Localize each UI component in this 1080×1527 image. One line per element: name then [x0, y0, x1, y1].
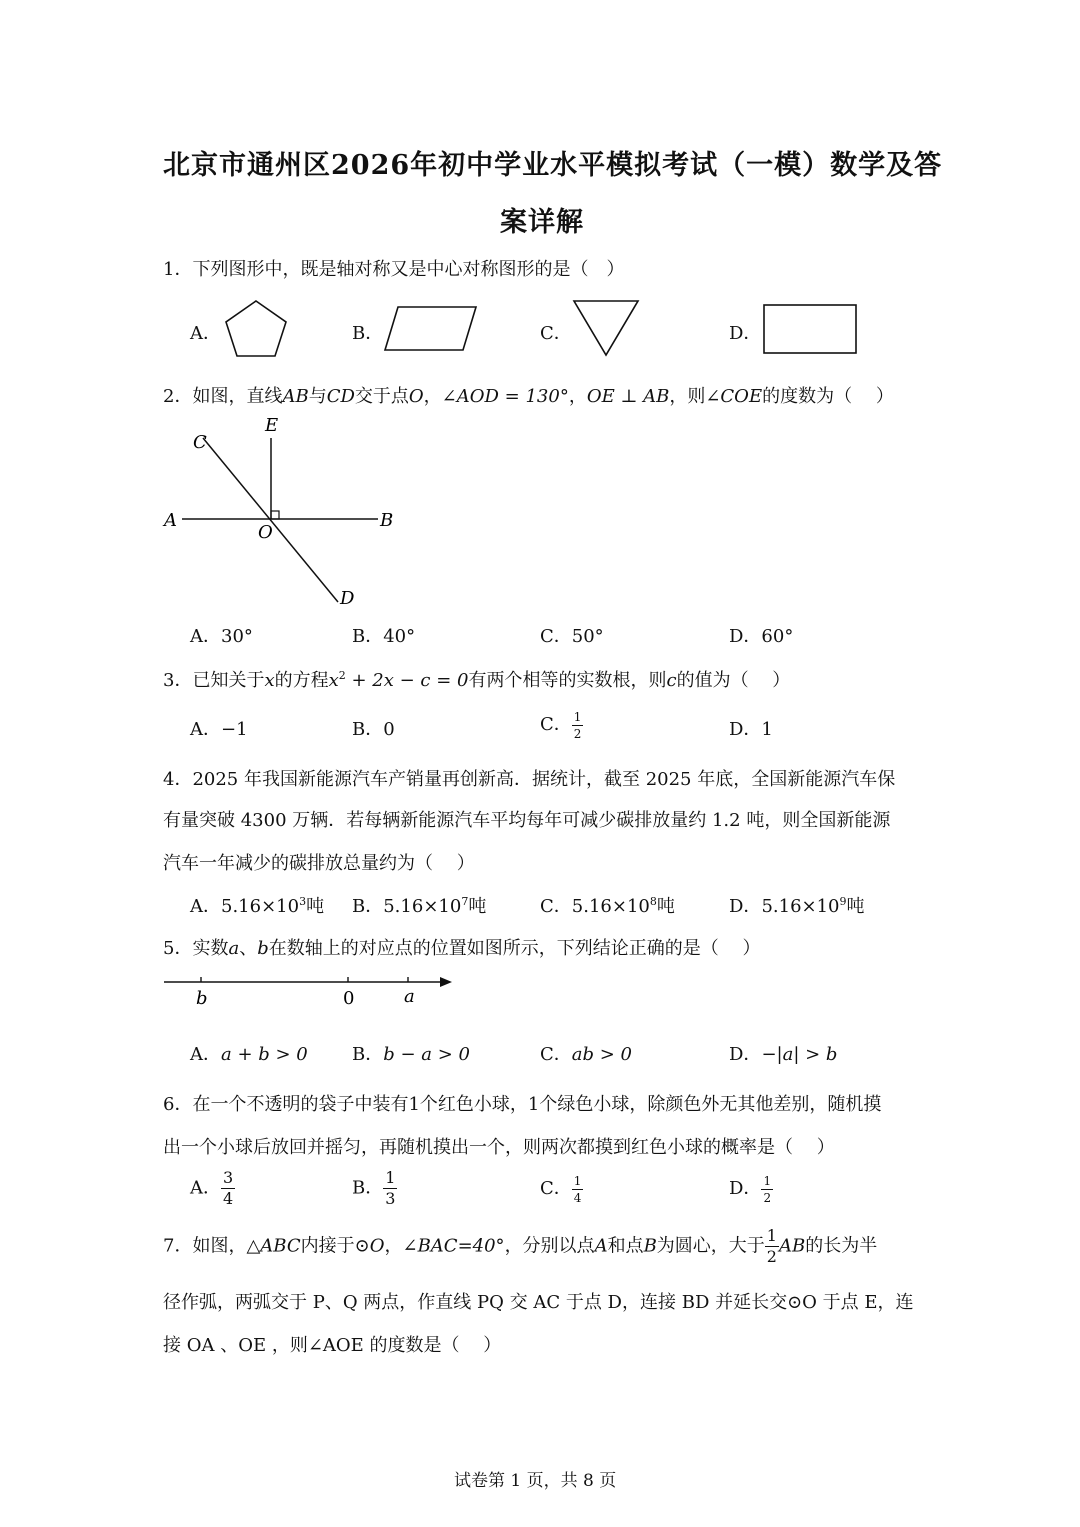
q6-option-fraction: [761, 1175, 773, 1204]
q6-option-d: [729, 1174, 773, 1204]
q7-ab: AB: [778, 1235, 806, 1257]
q2-text: ，则: [669, 386, 706, 407]
q3-c: c: [666, 670, 677, 691]
q2-option-d: D．60°: [729, 626, 794, 647]
q5-option-expr: b − a > 0: [383, 1044, 470, 1065]
parallelogram-shape: [383, 304, 479, 352]
q7-half-fraction: [765, 1228, 779, 1265]
q5-option-expr: ab > 0: [571, 1044, 633, 1065]
q4-option-unit: 吨: [656, 896, 675, 917]
fraction-denominator: 2: [766, 1247, 777, 1266]
q5-text: 在数轴上的对应点的位置如图所示，下列结论正确的是（ ）: [268, 938, 761, 959]
q2-text: ，: [423, 386, 442, 407]
q4-option-c: [540, 892, 675, 918]
q2-option-c: C．50°: [540, 626, 604, 647]
q4-option-base: 5.16×10: [221, 896, 300, 917]
q3-x: x: [264, 670, 275, 691]
question-5-stem: [163, 934, 760, 960]
q6-option-fraction: [572, 1175, 584, 1204]
fraction-denominator: 4: [223, 1189, 234, 1208]
q5-b: b: [257, 938, 269, 959]
q6-option-fraction: [221, 1170, 235, 1207]
point-d-label: D: [340, 588, 355, 609]
q4-option-label: A．: [190, 896, 221, 917]
q7-circle: ⊙O: [354, 1235, 385, 1257]
q7-text: 7．如图，: [163, 1235, 247, 1257]
q5-option-a: [190, 1040, 308, 1066]
q2-option-a: A．30°: [190, 626, 253, 647]
q2-angle-coe: ∠COE: [705, 386, 763, 407]
q4-option-exponent: 8: [649, 895, 657, 908]
q7-point-b: B: [643, 1235, 657, 1257]
q6-option-b: [352, 1170, 397, 1207]
q7-triangle: △ABC: [246, 1235, 301, 1257]
q4-option-label: C．: [540, 896, 572, 917]
q5-option-c: [540, 1040, 632, 1066]
q6-option-label: A．: [190, 1177, 221, 1199]
pentagon-shape: [222, 298, 290, 360]
page-title: 北京市通州区2026年初中学业水平模拟考试（一模）数学及答: [163, 150, 943, 181]
q5-a: a: [228, 938, 240, 959]
question-4-line-2: 有量突破 4300 万辆．若每辆新能源汽车平均每年可减少碳排放量约 1.2 吨，则全国新能源: [163, 810, 891, 831]
q1-option-a-label: A．: [190, 323, 221, 344]
q6-option-fraction: [383, 1170, 397, 1207]
question-3-stem: [163, 666, 790, 692]
q2-ab: AB: [282, 386, 309, 407]
q6-option-label: B．: [352, 1177, 384, 1199]
q5-option-label: A．: [190, 1044, 221, 1065]
q6-option-label: D．: [729, 1178, 762, 1199]
question-6-line-2: 出一个小球后放回并摇匀，再随机摸出一个，则两次都摸到红色小球的概率是（ ）: [163, 1137, 835, 1158]
q4-option-label: B．: [352, 896, 384, 917]
q4-option-unit: 吨: [468, 896, 487, 917]
q4-option-exponent: 7: [461, 895, 469, 908]
q7-text: 为圆心，大于: [656, 1235, 765, 1257]
q3-option-c-label: C．: [540, 714, 572, 735]
q7-point-a: A: [594, 1235, 608, 1257]
q4-option-exponent: 3: [299, 895, 307, 908]
q3-text: 3．已知关于: [163, 670, 265, 691]
q2-cd: CD: [326, 386, 355, 407]
question-4-line-1: 4．2025 年我国新能源汽车产销量再创新高．据统计，截至 2025 年底，全国新能源汽车保: [163, 769, 896, 790]
q4-option-b: [352, 892, 486, 918]
q7-angle-bac: ∠BAC=40°: [402, 1235, 505, 1257]
q2-o: O: [408, 386, 424, 407]
question-2-stem: [163, 382, 894, 408]
axis-label-a: a: [404, 986, 415, 1007]
q3-eq: x: [328, 670, 339, 691]
q4-option-unit: 吨: [846, 896, 865, 917]
q1-option-b-label: B．: [352, 323, 384, 344]
q4-option-base: 5.16×10: [761, 896, 840, 917]
q3-text: 的值为（ ）: [676, 670, 791, 691]
fraction-numerator: 1: [573, 709, 582, 724]
q5-option-expr: a + b > 0: [221, 1044, 308, 1065]
q4-option-a: [190, 892, 324, 918]
q2-text: 与: [308, 386, 327, 407]
q3-option-d: D．1: [729, 719, 773, 740]
q3-eq-exponent: 2: [338, 669, 346, 682]
page-footer: 试卷第 1 页，共 8 页: [454, 1471, 617, 1491]
q6-option-c: [540, 1174, 583, 1204]
q1-option-c-label: C．: [540, 323, 572, 344]
q3-option-b: B．0: [352, 719, 395, 740]
fraction-numerator: 1: [573, 1173, 582, 1188]
question-1-stem: 1．下列图形中，既是轴对称又是中心对称图形的是（ ）: [163, 259, 625, 280]
rectangle-shape: [762, 303, 858, 355]
q2-text: 交于点: [354, 386, 409, 407]
page-title-cont: 案详解: [500, 207, 584, 238]
axis-label-b: b: [196, 988, 208, 1009]
question-4-line-3: 汽车一年减少的碳排放总量约为（ ）: [163, 853, 475, 874]
q6-option-a: [190, 1170, 235, 1207]
inverted-triangle-shape: [571, 298, 641, 358]
q1-option-d-label: D．: [729, 323, 762, 344]
point-c-label: C: [193, 432, 207, 453]
q2-option-b: B．40°: [352, 626, 416, 647]
q3-text: 的方程: [274, 670, 329, 691]
q3-option-a: A．−1: [190, 719, 248, 740]
q5-option-d: [729, 1040, 837, 1066]
q2-text: 的度数为（ ）: [762, 386, 894, 407]
q7-text: ，: [384, 1235, 403, 1257]
q7-text: 和点: [607, 1235, 644, 1257]
q7-text: ，分别以点: [504, 1235, 595, 1257]
q2-text: 2．如图，直线: [163, 386, 283, 407]
q5-text: 5．实数: [163, 938, 229, 959]
fraction-numerator: 1: [763, 1173, 772, 1188]
question-6-line-1: 6．在一个不透明的袋子中装有1个红色小球，1个绿色小球，除颜色外无其他差别，随机摸: [163, 1094, 882, 1115]
q5-option-label: B．: [352, 1044, 384, 1065]
q5-option-expr: −|a| > b: [761, 1044, 838, 1065]
fraction-denominator: 2: [573, 726, 582, 741]
q2-text: ，: [568, 386, 587, 407]
question-7-line-1: [163, 1228, 877, 1265]
q4-option-exponent: 9: [839, 895, 847, 908]
q6-option-label: C．: [540, 1178, 572, 1199]
q2-geometry-figure: [160, 410, 400, 610]
q7-text: 的长为半: [805, 1235, 878, 1257]
fraction-denominator: 2: [763, 1190, 772, 1205]
fraction-numerator: 1: [766, 1226, 777, 1245]
point-e-label: E: [265, 415, 279, 436]
q2-perp: OE ⊥ AB: [586, 386, 670, 407]
q4-option-label: D．: [729, 896, 762, 917]
q5-number-line: [160, 966, 460, 1010]
q3-text: 有两个相等的实数根，则: [468, 670, 667, 691]
fraction-denominator: 3: [385, 1189, 396, 1208]
point-o-label: O: [258, 522, 273, 543]
q4-option-unit: 吨: [306, 896, 325, 917]
fraction-numerator: 3: [223, 1168, 234, 1187]
q5-option-label: C．: [540, 1044, 572, 1065]
q5-text: 、: [239, 938, 258, 959]
q4-option-base: 5.16×10: [383, 896, 462, 917]
q5-option-label: D．: [729, 1044, 762, 1065]
q3-eq: + 2x − c = 0: [345, 670, 469, 691]
q3-option-c-fraction: [572, 711, 584, 740]
point-b-label: B: [380, 510, 394, 531]
question-7-line-3: 接 OA 、OE ，则∠AOE 的度数是（ ）: [163, 1335, 502, 1356]
fraction-denominator: 4: [573, 1190, 582, 1205]
q2-angle-aod: ∠AOD = 130°: [441, 386, 569, 407]
q3-option-c: [540, 710, 583, 740]
point-a-label: A: [164, 510, 177, 531]
q7-text: 内接于: [300, 1235, 355, 1257]
q5-option-b: [352, 1040, 470, 1066]
question-7-line-2: 径作弧，两弧交于 P、Q 两点，作直线 PQ 交 AC 于点 D，连接 BD 并延长交⊙O 于点 E，连: [163, 1292, 914, 1313]
axis-label-zero: 0: [343, 988, 355, 1009]
q4-option-base: 5.16×10: [571, 896, 650, 917]
fraction-numerator: 1: [385, 1168, 396, 1187]
q4-option-d: [729, 892, 865, 918]
